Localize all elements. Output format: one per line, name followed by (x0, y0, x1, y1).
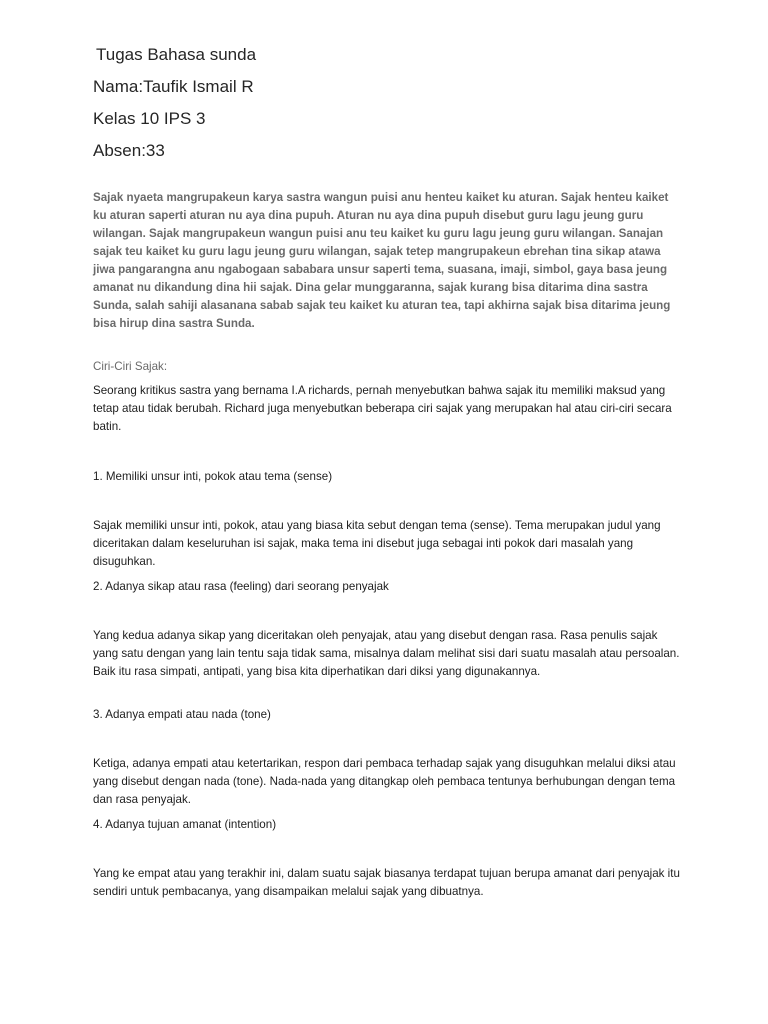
ciri-intro-paragraph: Seorang kritikus sastra yang bernama I.A richards, pernah menyebutkan bahwa sajak itu memiliki maksud yang tetap atau tidak berubah. Richard juga menyebutkan beberapa ciri sajak yang merupakan hal atau ciri-ciri secara batin. (93, 384, 672, 433)
student-name: Nama:Taufik Ismail R (93, 77, 254, 96)
point-title-4: 4. Adanya tujuan amanat (intention) (93, 818, 277, 831)
student-absen: Absen:33 (93, 141, 165, 160)
point-title-3: 3. Adanya empati atau nada (tone) (93, 708, 271, 721)
ciri-heading: Ciri-Ciri Sajak: (93, 360, 168, 373)
document-title: Tugas Bahasa sunda (96, 45, 257, 64)
point-body-1: Sajak memiliki unsur inti, pokok, atau yang biasa kita sebut dengan tema (sense). Tema merupakan judul yang diceritakan dalam keseluruhan isi sajak, maka tema ini disebut juga sebagai inti pokok dari masalah yang disuguhkan. (93, 519, 661, 568)
student-class: Kelas 10 IPS 3 (93, 109, 206, 128)
point-body-4: Yang ke empat atau yang terakhir ini, dalam suatu sajak biasanya terdapat tujuan berupa amanat dari penyajak itu sendiri untuk pembacanya, yang disampaikan melalui sajak yang dibuatnya. (93, 867, 680, 898)
point-body-2: Yang kedua adanya sikap yang diceritakan oleh penyajak, atau yang disebut dengan rasa. Rasa penulis sajak yang satu dengan yang lain tentu saja tidak sama, misalnya dalam melihat sisi dari suatu masalah atau persoalan. Baik itu rasa simpati, antipati, yang bisa kita diperhatikan dari diksi yang digunakannya. (93, 629, 680, 678)
intro-paragraph: Sajak nyaeta mangrupakeun karya sastra wangun puisi anu henteu kaiket ku aturan. Sajak henteu kaiket ku aturan saperti aturan nu aya dina pupuh. Aturan nu aya dina pupuh disebut guru lagu jeung guru wilangan. Sajak mangrupakeun wangun puisi anu teu kaiket ku guru lagu jeung guru wilangan. Sanajan sajak teu kaiket ku guru lagu jeung guru wilangan, sajak tetep mangrupakeun ebrehan tina sikap atawa jiwa pangarangna anu ngabogaan sababara unsur saperti tema, suasana, imaji, simbol, gaya basa jeung amanat nu dikandung dina hii sajak. Dina gelar munggaranna, sajak kurang bisa ditarima dina sastra Sunda, salah sahiji alasanana sabab sajak teu kaiket ku aturan tea, tapi akhirna sajak bisa ditarima jeung bisa hirup dina sastra Sunda. (93, 191, 671, 330)
point-body-3: Ketiga, adanya empati atau ketertarikan, respon dari pembaca terhadap sajak yang disuguhkan melalui diksi atau yang disebut dengan nada (tone). Nada-nada yang ditangkap oleh pembaca tentunya berhubungan dengan tema dan rasa penyajak. (93, 757, 676, 806)
point-title-2: 2. Adanya sikap atau rasa (feeling) dari seorang penyajak (93, 580, 389, 593)
point-title-1: 1. Memiliki unsur inti, pokok atau tema (sense) (93, 470, 333, 483)
